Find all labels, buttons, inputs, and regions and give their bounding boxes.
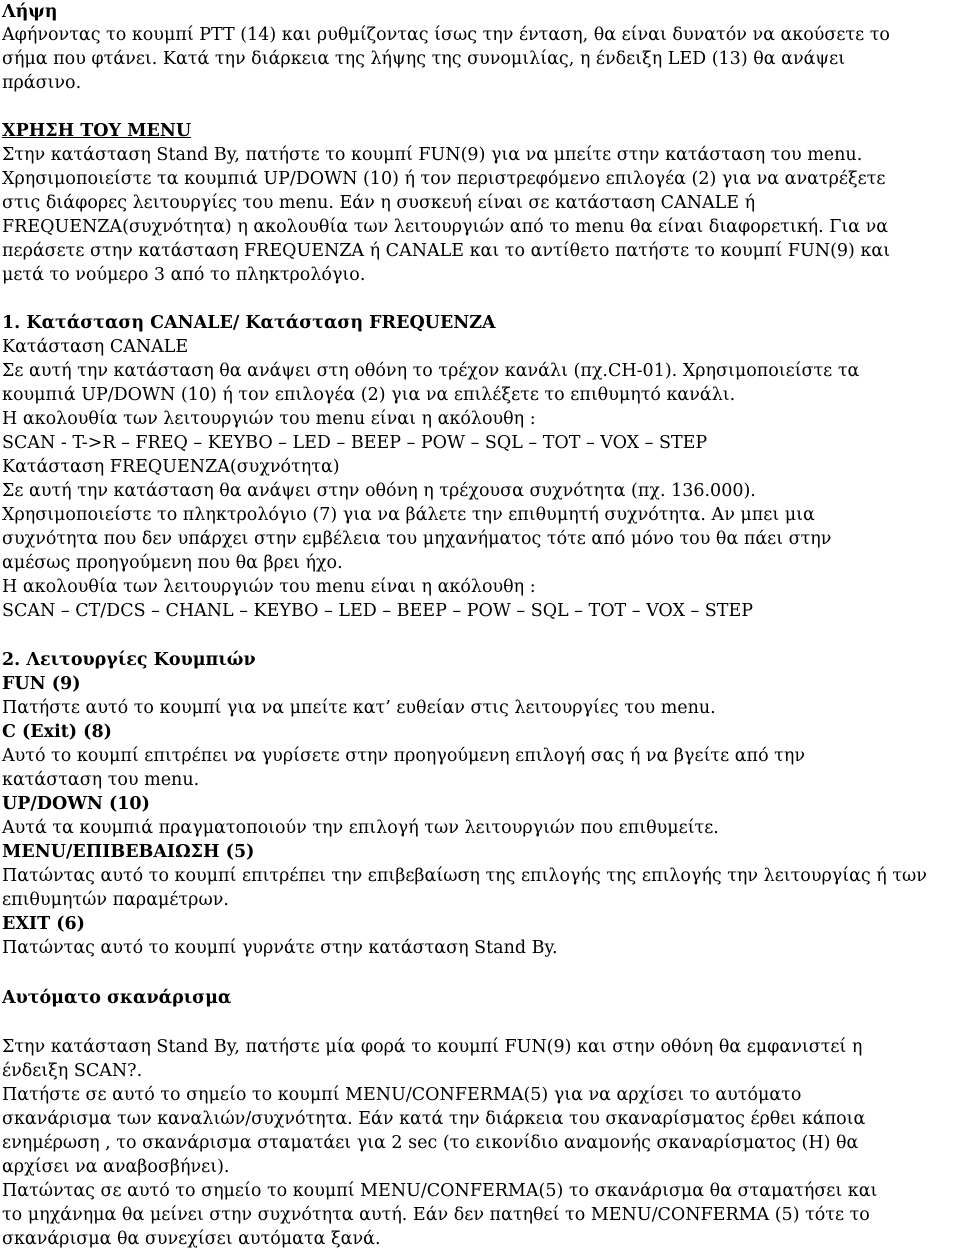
text-line: Σε αυτή την κατάσταση θα ανάψει στην οθόνη η τρέχουσα συχνότητα (πχ. 136.000).: [2, 481, 756, 501]
text-line: Στην κατάσταση Stand By, πατήστε μία φορά το κουμπί FUN(9) και στην οθόνη θα εμφανιστεί η: [2, 1037, 863, 1057]
text-line: Χρησιμοποιείστε τα κουμπιά UP/DOWN (10) ή τον περιστρεφόμενο επιλογέα (2) για να ανατρέξετε: [2, 169, 886, 189]
text-line: ενημέρωση , το σκανάρισμα σταματάει για 2 sec (το εικονίδιο αναμονής σκαναρίσματος (H) θα: [2, 1133, 859, 1153]
text-line: επιθυμητών παραμέτρων.: [2, 890, 229, 910]
text-line: Στην κατάσταση Stand By, πατήστε το κουμπί FUN(9) για να μπείτε στην κατάσταση του menu.: [2, 145, 863, 165]
text-line: Η ακολουθία των λειτουργιών του menu είναι η ακόλουθη :: [2, 577, 536, 597]
section-heading: FUN (9): [2, 674, 81, 694]
text-line: Πατήστε σε αυτό το σημείο το κουμπί MENU/CONFERMA(5) για να αρχίσει το αυτόματο: [2, 1085, 802, 1105]
text-line: στις διάφορες λειτουργίες του menu. Εάν η συσκευή είναι σε κατάσταση CANALE ή: [2, 193, 756, 213]
text-line: σήμα που φτάνει. Κατά την διάρκεια της λήψης της συνομιλίας, η ένδειξη LED (13) θα ανάψει: [2, 49, 846, 69]
text-line: Πατώντας σε αυτό το σημείο το κουμπί MENU/CONFERMA(5) το σκανάρισμα θα σταματήσει και: [2, 1181, 878, 1201]
section-heading: EXIT (6): [2, 914, 85, 934]
text-line: Αυτό το κουμπί επιτρέπει να γυρίσετε στην προηγούμενη επιλογή σας ή να βγείτε από την: [2, 746, 805, 766]
text-line: αμέσως προηγούμενη που θα βρει ήχο.: [2, 553, 343, 573]
text-line: το μηχάνημα θα μείνει στην συχνότητα αυτή. Εάν δεν πατηθεί το MENU/CONFERMA (5) τότε το: [2, 1205, 870, 1225]
text-line: SCAN - T->R – FREQ – KEYBO – LED – BEEP – POW – SQL – TOT – VOX – STEP: [2, 433, 708, 453]
text-line: κουμπιά UP/DOWN (10) ή τον επιλογέα (2) για να επιλέξετε το επιθυμητό κανάλι.: [2, 385, 736, 405]
text-line: Κατάσταση CANALE: [2, 337, 189, 357]
text-line: σκανάρισμα των καναλιών/συχνότητα. Εάν κατά την διάρκεια του σκαναρίσματος έρθει κάποια: [2, 1109, 866, 1129]
section-heading: MENU/ΕΠΙΒΕΒΑΙΩΣΗ (5): [2, 842, 255, 862]
section-heading: UP/DOWN (10): [2, 794, 150, 814]
section-heading: ΧΡΗΣΗ ΤΟΥ MENU: [2, 121, 192, 141]
section-heading: 1. Κατάσταση CANALE/ Κατάσταση FREQUENZA: [2, 313, 496, 333]
text-line: FREQUENZA(συχνότητα) η ακολουθία των λειτουργιών από το menu θα είναι διαφορετική. Για να: [2, 217, 889, 237]
text-line: Κατάσταση FREQUENZA(συχνότητα): [2, 457, 340, 477]
section-heading: C (Exit) (8): [2, 722, 112, 742]
section-heading: 2. Λειτουργίες Κουμπιών: [2, 650, 256, 670]
text-line: ένδειξη SCAN?.: [2, 1061, 143, 1081]
text-line: Αυτά τα κουμπιά πραγματοποιούν την επιλογή των λειτουργιών που επιθυμείτε.: [2, 818, 719, 838]
section-heading: Αυτόματο σκανάρισμα: [2, 988, 232, 1008]
text-line: Πατήστε αυτό το κουμπί για να μπείτε κατ’ ευθείαν στις λειτουργίες του menu.: [2, 698, 716, 718]
text-line: Πατώντας αυτό το κουμπί επιτρέπει την επιβεβαίωση της επιλογής της επιλογής την λειτουργίας ή των: [2, 866, 927, 886]
text-line: αρχίσει να αναβοσβήνει).: [2, 1157, 230, 1177]
text-line: συχνότητα που δεν υπάρχει στην εμβέλεια του μηχανήματος τότε από μόνο του θα πάει στην: [2, 529, 832, 549]
text-line: μετά το νούμερο 3 από το πληκτρολόγιο.: [2, 265, 366, 285]
text-line: Πατώντας αυτό το κουμπί γυρνάτε στην κατάσταση Stand By.: [2, 938, 558, 958]
text-line: περάσετε στην κατάσταση FREQUENZA ή CANALE και το αντίθετο πατήστε το κουμπί FUN(9) και: [2, 241, 891, 261]
text-line: πράσινο.: [2, 73, 82, 93]
text-line: σκανάρισμα θα συνεχίσει αυτόματα ξανά.: [2, 1229, 381, 1249]
text-line: SCAN – CT/DCS – CHANL – KEYBO – LED – BEEP – POW – SQL – TOT – VOX – STEP: [2, 601, 754, 621]
text-line: Η ακολουθία των λειτουργιών του menu είναι η ακόλουθη :: [2, 409, 536, 429]
section-heading: Λήψη: [2, 2, 58, 22]
text-line: κατάσταση του menu.: [2, 770, 200, 790]
text-line: Σε αυτή την κατάσταση θα ανάψει στη οθόνη το τρέχον κανάλι (πχ.CH-01). Χρησιμοποιείστε τα: [2, 361, 860, 381]
text-line: Αφήνοντας το κουμπί PTT (14) και ρυθμίζοντας ίσως την ένταση, θα είναι δυνατόν να ακούσετε το: [2, 25, 890, 45]
text-line: Χρησιμοποιείστε το πληκτρολόγιο (7) για να βάλετε την επιθυμητή συχνότητα. Αν μπει μια: [2, 505, 815, 525]
